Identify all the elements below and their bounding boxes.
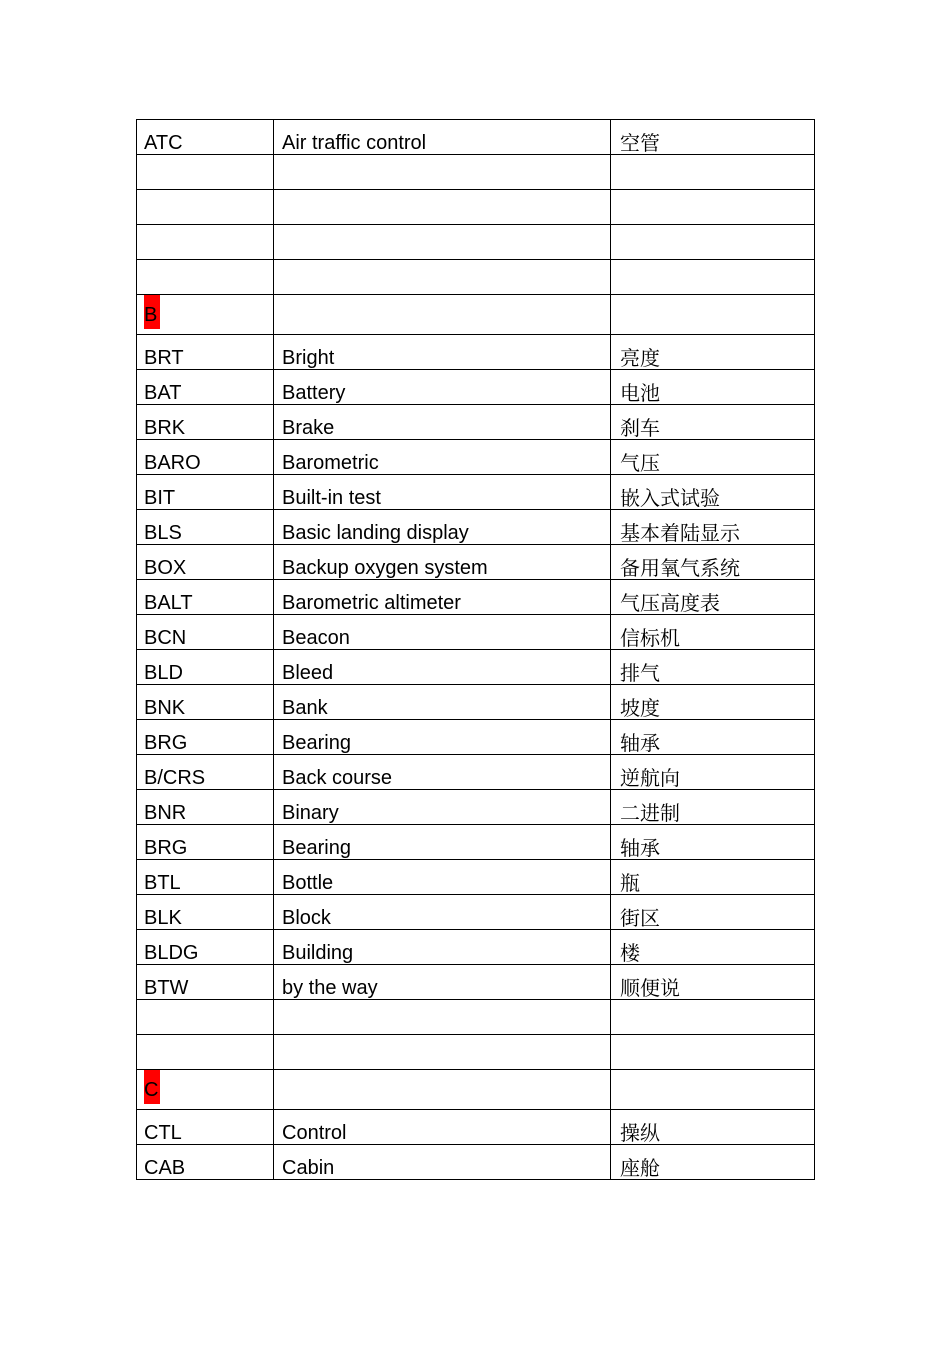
table-row xyxy=(137,405,815,440)
empty-cell xyxy=(611,225,815,260)
chinese-term-cell: 基本着陆显示 xyxy=(611,510,815,545)
table-row xyxy=(137,475,815,510)
english-term-cell: Basic landing display xyxy=(274,510,611,545)
empty-cell xyxy=(611,155,815,190)
chinese-term-cell: 二进制 xyxy=(611,790,815,825)
chinese-term-cell: 亮度 xyxy=(611,335,815,370)
table-row xyxy=(137,790,815,825)
table-row xyxy=(137,1110,815,1145)
empty-cell xyxy=(274,295,611,335)
chinese-term-cell: 操纵 xyxy=(611,1110,815,1145)
abbreviation-cell: B/CRS xyxy=(137,755,274,790)
abbreviation-table xyxy=(136,119,815,1180)
chinese-term-cell: 瓶 xyxy=(611,860,815,895)
chinese-term-cell: 顺便说 xyxy=(611,965,815,1000)
abbreviation-cell: BLDG xyxy=(137,930,274,965)
english-term-cell: Bright xyxy=(274,335,611,370)
english-term-cell: Air traffic control xyxy=(274,120,611,155)
table-row xyxy=(137,965,815,1000)
abbreviation-cell: BRK xyxy=(137,405,274,440)
blank-row xyxy=(137,1000,815,1035)
english-term-cell: Brake xyxy=(274,405,611,440)
english-term-cell: Cabin xyxy=(274,1145,611,1180)
chinese-term-cell: 轴承 xyxy=(611,825,815,860)
abbreviation-cell: BAT xyxy=(137,370,274,405)
abbreviation-cell: BRG xyxy=(137,720,274,755)
empty-cell xyxy=(274,1035,611,1070)
table-row xyxy=(137,120,815,155)
english-term-cell: Battery xyxy=(274,370,611,405)
abbreviation-cell: BARO xyxy=(137,440,274,475)
abbreviation-cell: BNR xyxy=(137,790,274,825)
empty-cell xyxy=(274,1000,611,1035)
empty-cell xyxy=(611,190,815,225)
chinese-term-cell: 刹车 xyxy=(611,405,815,440)
table-row xyxy=(137,825,815,860)
english-term-cell: by the way xyxy=(274,965,611,1000)
english-term-cell: Back course xyxy=(274,755,611,790)
table-row xyxy=(137,615,815,650)
english-term-cell: Bearing xyxy=(274,825,611,860)
empty-cell xyxy=(137,1035,274,1070)
blank-row xyxy=(137,155,815,190)
section-letter-cell xyxy=(137,295,274,335)
chinese-term-cell: 信标机 xyxy=(611,615,815,650)
english-term-cell: Built-in test xyxy=(274,475,611,510)
chinese-term-cell: 轴承 xyxy=(611,720,815,755)
chinese-term-cell: 嵌入式试验 xyxy=(611,475,815,510)
chinese-term-cell: 坡度 xyxy=(611,685,815,720)
empty-cell xyxy=(137,155,274,190)
blank-row xyxy=(137,1035,815,1070)
table-row xyxy=(137,1145,815,1180)
abbreviation-cell: BTL xyxy=(137,860,274,895)
chinese-term-cell: 气压 xyxy=(611,440,815,475)
empty-cell xyxy=(137,225,274,260)
empty-cell xyxy=(611,1070,815,1110)
table-row xyxy=(137,580,815,615)
abbreviation-cell: BTW xyxy=(137,965,274,1000)
abbreviation-cell: BNK xyxy=(137,685,274,720)
abbreviation-cell: BRT xyxy=(137,335,274,370)
table-row xyxy=(137,895,815,930)
empty-cell xyxy=(611,1035,815,1070)
abbreviation-cell: BLD xyxy=(137,650,274,685)
chinese-term-cell: 街区 xyxy=(611,895,815,930)
english-term-cell: Beacon xyxy=(274,615,611,650)
empty-cell xyxy=(274,225,611,260)
table-row xyxy=(137,720,815,755)
english-term-cell: Block xyxy=(274,895,611,930)
english-term-cell: Bleed xyxy=(274,650,611,685)
empty-cell xyxy=(611,295,815,335)
abbreviation-cell: CTL xyxy=(137,1110,274,1145)
english-term-cell: Bottle xyxy=(274,860,611,895)
section-header-row xyxy=(137,1070,815,1110)
abbreviation-cell: BIT xyxy=(137,475,274,510)
empty-cell xyxy=(137,190,274,225)
english-term-cell: Building xyxy=(274,930,611,965)
section-header-row xyxy=(137,295,815,335)
empty-cell xyxy=(274,190,611,225)
abbreviation-table-body xyxy=(137,120,815,1180)
table-row xyxy=(137,755,815,790)
chinese-term-cell: 备用氧气系统 xyxy=(611,545,815,580)
english-term-cell: Bearing xyxy=(274,720,611,755)
chinese-term-cell: 逆航向 xyxy=(611,755,815,790)
english-term-cell: Barometric xyxy=(274,440,611,475)
chinese-term-cell: 电池 xyxy=(611,370,815,405)
empty-cell xyxy=(137,260,274,295)
empty-cell xyxy=(611,1000,815,1035)
abbreviation-cell: BOX xyxy=(137,545,274,580)
blank-row xyxy=(137,190,815,225)
chinese-term-cell: 空管 xyxy=(611,120,815,155)
table-row xyxy=(137,510,815,545)
table-row xyxy=(137,545,815,580)
english-term-cell: Control xyxy=(274,1110,611,1145)
empty-cell xyxy=(274,260,611,295)
blank-row xyxy=(137,260,815,295)
abbreviation-cell: ATC xyxy=(137,120,274,155)
chinese-term-cell: 座舱 xyxy=(611,1145,815,1180)
abbreviation-cell: BLS xyxy=(137,510,274,545)
english-term-cell: Bank xyxy=(274,685,611,720)
blank-row xyxy=(137,225,815,260)
table-row xyxy=(137,685,815,720)
section-letter-cell xyxy=(137,1070,274,1110)
empty-cell xyxy=(137,1000,274,1035)
abbreviation-cell: BLK xyxy=(137,895,274,930)
section-letter: C xyxy=(144,1070,160,1104)
table-row xyxy=(137,370,815,405)
english-term-cell: Binary xyxy=(274,790,611,825)
english-term-cell: Barometric altimeter xyxy=(274,580,611,615)
chinese-term-cell: 楼 xyxy=(611,930,815,965)
empty-cell xyxy=(274,155,611,190)
chinese-term-cell: 气压高度表 xyxy=(611,580,815,615)
abbreviation-cell: BRG xyxy=(137,825,274,860)
english-term-cell: Backup oxygen system xyxy=(274,545,611,580)
section-letter: B xyxy=(144,295,160,329)
table-row xyxy=(137,860,815,895)
chinese-term-cell: 排气 xyxy=(611,650,815,685)
abbreviation-cell: CAB xyxy=(137,1145,274,1180)
table-row xyxy=(137,335,815,370)
empty-cell xyxy=(274,1070,611,1110)
table-row xyxy=(137,440,815,475)
abbreviation-cell: BALT xyxy=(137,580,274,615)
table-row xyxy=(137,930,815,965)
abbreviation-cell: BCN xyxy=(137,615,274,650)
table-row xyxy=(137,650,815,685)
empty-cell xyxy=(611,260,815,295)
